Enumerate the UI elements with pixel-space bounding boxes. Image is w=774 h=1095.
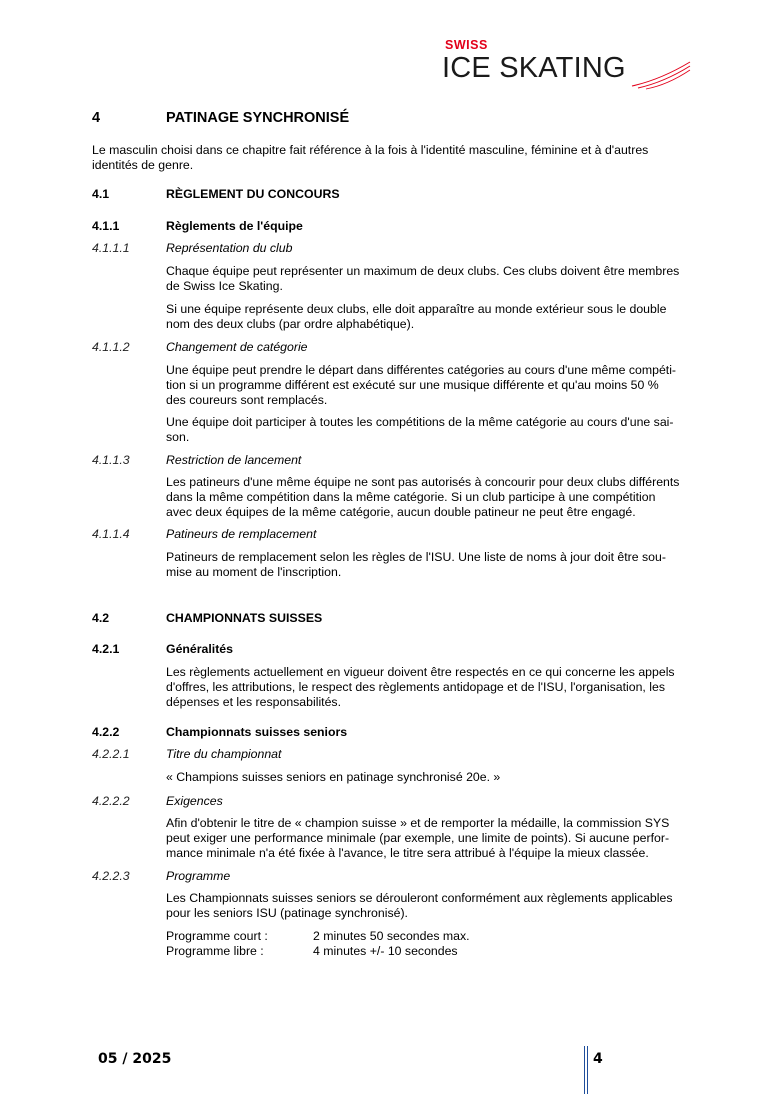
logo-swoosh-icon	[630, 60, 692, 90]
clause-title: Exigences	[166, 794, 223, 808]
section-number: 4.2	[92, 611, 110, 625]
section-title: CHAMPIONNATS SUISSES	[166, 611, 323, 625]
chapter-title: PATINAGE SYNCHRONISÉ	[166, 110, 350, 126]
clause-number: 4.1.1.2	[92, 340, 130, 354]
subsection-number: 4.1.1	[92, 219, 120, 233]
subsection-paragraph: Les règlements actuellement en vigueur doivent être respectés en ce qui concerne les appels d'offres, les attributions, le respect des règlements antidopage et de l'ISU, l'organisation, les dépenses et les responsabilités.	[166, 665, 675, 709]
footer-divider	[584, 1046, 585, 1094]
clause-title: Titre du championnat	[166, 747, 282, 761]
programme-row-value: 4 minutes +/- 10 secondes	[313, 944, 458, 958]
logo-ice-skating-text: ICE SKATING	[442, 52, 626, 84]
chapter-number: 4	[92, 110, 101, 126]
clause-paragraph: « Champions suisses seniors en patinage synchronisé 20e. »	[166, 770, 501, 784]
clause-paragraph: Si une équipe représente deux clubs, elle doit apparaître au monde extérieur sous le double nom des deux clubs (par ordre alphabétique).	[166, 302, 667, 331]
clause-title: Représentation du club	[166, 241, 293, 255]
footer-divider	[587, 1046, 588, 1094]
clause-paragraph: Les patineurs d'une même équipe ne sont pas autorisés à concourir pour deux clubs différents dans la même compétition dans la même catégorie. Si un club participe à une compétition avec deux équipes de la même catégorie, aucun double patineur ne peut être engagé.	[166, 475, 680, 519]
clause-title: Restriction de lancement	[166, 453, 302, 467]
clause-number: 4.1.1.4	[92, 527, 130, 541]
footer-date: 05 / 2025	[98, 1051, 172, 1067]
subsection-number: 4.2.1	[92, 642, 120, 656]
subsection-title: Championnats suisses seniors	[166, 725, 348, 739]
clause-number: 4.2.2.2	[92, 794, 130, 808]
clause-number: 4.1.1.3	[92, 453, 130, 467]
logo-swiss-text: SWISS	[445, 38, 488, 52]
clause-number: 4.2.2.1	[92, 747, 130, 761]
subsection-title: Règlements de l'équipe	[166, 219, 303, 233]
subsection-number: 4.2.2	[92, 725, 120, 739]
clause-paragraph: Patineurs de remplacement selon les règles de l'ISU. Une liste de noms à jour doit être sou- mise au moment de l'inscription.	[166, 550, 666, 579]
clause-paragraph: Une équipe peut prendre le départ dans différentes catégories au cours d'une même compéti- tion si un programme différent est exécuté sur une musique différente et qu'au moins 50 % des coureurs sont remplacés.	[166, 363, 677, 407]
clause-paragraph: Une équipe doit participer à toutes les compétitions de la même catégorie au cours d'une sai- son.	[166, 415, 674, 444]
intro-paragraph: Le masculin choisi dans ce chapitre fait référence à la fois à l'identité masculine, féminine et à d'autres identités de genre.	[92, 143, 649, 172]
page-number: 4	[593, 1051, 603, 1067]
clause-number: 4.1.1.1	[92, 241, 130, 255]
clause-title: Patineurs de remplacement	[166, 527, 317, 541]
programme-row-label: Programme libre :	[166, 944, 264, 958]
programme-row-label: Programme court :	[166, 929, 268, 943]
programme-row-value: 2 minutes 50 secondes max.	[313, 929, 470, 943]
section-number: 4.1	[92, 187, 110, 201]
clause-title: Changement de catégorie	[166, 340, 308, 354]
clause-title: Programme	[166, 869, 231, 883]
clause-paragraph: Chaque équipe peut représenter un maximum de deux clubs. Ces clubs doivent être membres de Swiss Ice Skating.	[166, 264, 680, 293]
section-title: RÈGLEMENT DU CONCOURS	[166, 187, 340, 201]
clause-paragraph: Les Championnats suisses seniors se dérouleront conformément aux règlements applicables pour les seniors ISU (patinage synchronisé).	[166, 891, 673, 920]
clause-paragraph: Afin d'obtenir le titre de « champion suisse » et de remporter la médaille, la commission SYS peut exiger une performance minimale (par exemple, une limite de points). Si aucune perfor- mance minimale n'a été fixée à l'avance, le titre sera attribué à l'équipe la mieux classée.	[166, 816, 670, 860]
swiss-ice-skating-logo	[442, 38, 692, 86]
subsection-title: Généralités	[166, 642, 233, 656]
clause-number: 4.2.2.3	[92, 869, 130, 883]
